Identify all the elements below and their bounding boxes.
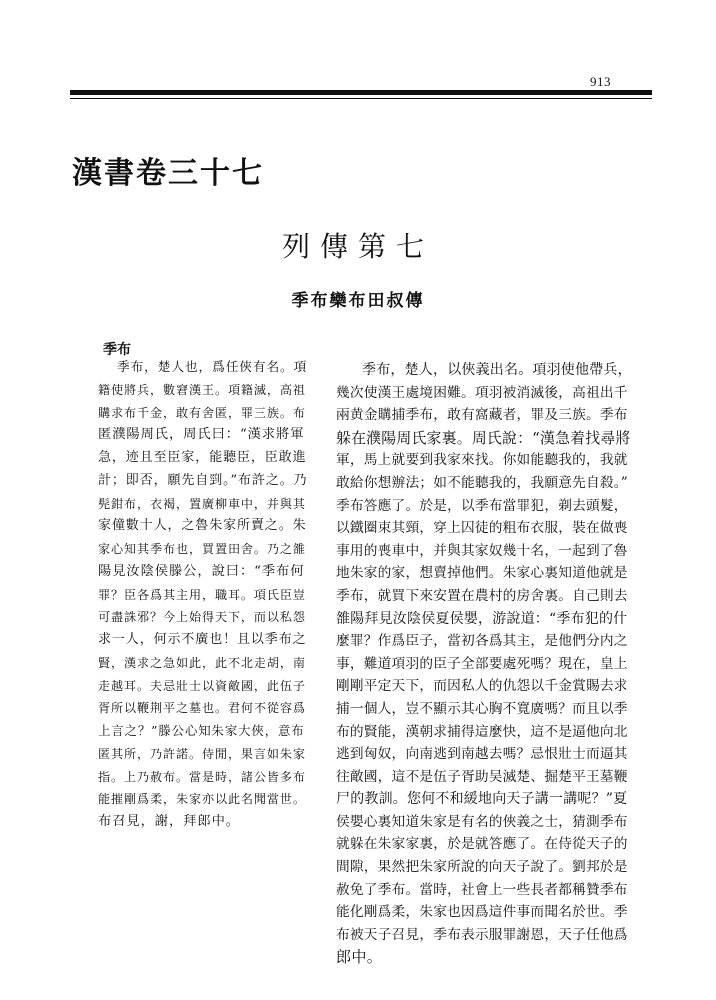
translation-line: 地朱家的家，想賣掉他們。朱家心裏知道他就是: [336, 565, 628, 582]
original-line: 家僮數十人，之魯朱家所賣之。朱: [98, 518, 307, 534]
translation-line: 季布答應了。於是，以季布當罪犯，剃去頭髮，: [336, 497, 628, 514]
translation-line: 就躲在朱家家裏，於是就答應了。在侍從天子的: [336, 836, 628, 853]
translation-line: 季布，楚人，以俠義出名。項羽使他帶兵，: [362, 362, 632, 378]
volume-title: 漢書卷三十七: [72, 156, 264, 191]
translation-line: 逃到匈奴，向南逃到南越去嗎？忌恨壯士而逼其: [336, 746, 628, 763]
original-line: 家心知其季布也，買置田舍。乃之雒: [98, 542, 306, 556]
original-line: 罪？臣各爲其主用，職耳。項氏臣豈: [98, 587, 306, 602]
original-line: 走越耳。夫忌壯士以資敵國，此伍子: [98, 678, 306, 693]
translation-line: 赦免了季布。當時，社會上一些長者都稱贊季布: [336, 881, 628, 898]
original-line: 髡鉗布，衣褐，置廣柳車中，并與其: [98, 496, 306, 511]
translation-line: 布被天子召見，季布表示服罪謝恩，天子任他爲: [336, 926, 628, 943]
translation-text-column: [336, 359, 632, 969]
original-line: 可盡誅邪？今上始得天下，而以私怨: [98, 610, 306, 625]
translation-line: 侯嬰心裏知道朱家是有名的俠義之士，猜測季布: [336, 813, 628, 830]
translation-line: 幾次使漢王處境困難。項羽被消滅後，高祖出千: [336, 384, 628, 401]
translation-line: 軍，馬上就要到我家來找。你如能聽我的，我就: [336, 452, 628, 469]
translation-line: 季布，就買下來安置在農村的房舍裏。自己則去: [336, 587, 628, 604]
original-line: 能摧剛爲柔，朱家亦以此名聞當世。: [98, 792, 306, 807]
original-line: 指。上乃赦布。當是時，諸公皆多布: [98, 769, 306, 784]
translation-line: 事，難道項羽的臣子全部要處死嗎？現在，皇上: [336, 655, 628, 672]
original-line: 上言之？”滕公心知朱家大俠，意布: [98, 723, 305, 738]
original-line: 計；即否，願先自剄。”布許之。乃: [98, 472, 308, 488]
translation-line: 剛剛平定天下，而因私人的仇怨以千金賞賜去求: [336, 678, 628, 695]
translation-line: 躲在濮陽周氏家裏。周氏說：“漢急着找尋將: [336, 428, 631, 447]
original-line: 求一人，何示不廣也！且以季布之: [98, 632, 307, 647]
translation-line: 事用的喪車中，并與其家奴幾十名，一起到了魯: [336, 542, 628, 559]
translation-line: 布的賢能，漢朝求捕得這麼快，這不是逼他向北: [336, 723, 628, 740]
translation-line: 兩黄金購捕季布，敢有窩藏者，罪及三族。季布: [336, 407, 628, 424]
original-line: 胥所以鞭荆平之墓也。君何不從容爲: [98, 701, 306, 716]
translation-line: 往敵國，這不是伍子胥助吴滅楚、掘楚平王墓鞭: [336, 768, 628, 785]
translation-line: 捕一個人，豈不顯示其心胸不寬廣嗎？而且以季: [336, 700, 628, 717]
translation-line: 敢給你想辦法；如不能聽我的，我願意先自殺。”: [336, 474, 628, 491]
translation-line: 雒陽拜見汝陰侯夏侯嬰，游說道：“季布犯的什: [336, 610, 628, 627]
header-rule-thin: [70, 98, 652, 99]
translation-line: 以鐵圈束其頸，穿上囚徒的粗布衣服，裝在做喪: [336, 520, 628, 537]
original-line: 陽見汝陰侯滕公，說曰：“季布何: [98, 563, 305, 579]
original-line: 季布，楚人也，爲任俠有名。項: [117, 359, 308, 374]
original-line: 購求布千金，敢有舍匿，罪三族。布: [98, 405, 306, 420]
header-rule-thick: [70, 90, 652, 95]
original-line: 急，迹且至臣家，能聽臣，臣敢進: [98, 450, 307, 465]
original-line: 籍使將兵，數窘漢王。項籍滅，高祖: [98, 382, 306, 397]
original-line: 匿其所，乃許諾。侍閒，果言如朱家: [98, 746, 306, 761]
translation-line: 間隙，果然把朱家所說的向天子說了。劉邦於是: [336, 859, 628, 876]
translation-line: 郎中。: [336, 948, 383, 967]
original-line: 匿濮陽周氏，周氏曰：“漢求將軍: [98, 427, 305, 443]
chapter-title: 列傳第七: [281, 230, 434, 263]
translation-line: 麼罪？作爲臣子，當初各爲其主，是他們分内之: [336, 633, 628, 650]
original-line: 賢，漢求之急如此，此不北走胡，南: [98, 655, 306, 670]
biography-title: 季布欒布田叔傳: [291, 291, 425, 311]
translation-line: 能化剛爲柔，朱家也因爲這件事而聞名於世。季: [336, 904, 628, 921]
original-text-column: [98, 356, 308, 834]
section-heading: 季布: [103, 342, 131, 358]
original-line: 布召見，謝，拜郎中。: [98, 814, 240, 829]
page-number: 913: [590, 74, 611, 89]
translation-line: 尸的教訓。您何不和緩地向天子講一講呢？”夏: [336, 791, 628, 808]
